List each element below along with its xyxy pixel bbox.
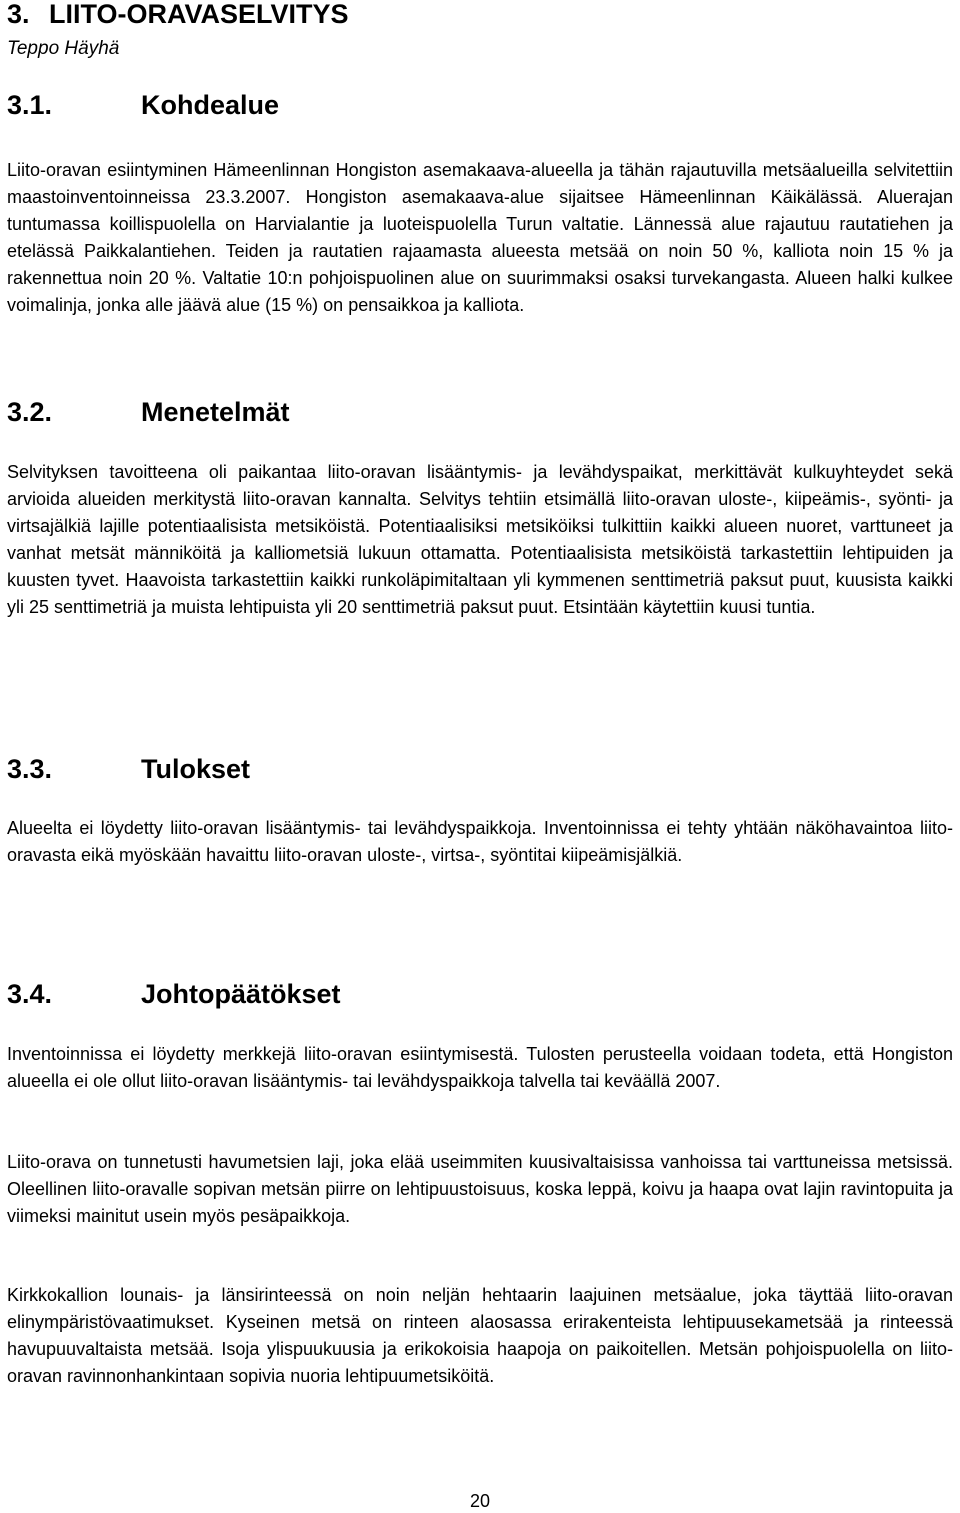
section-title: Johtopäätökset: [141, 979, 341, 1009]
section-heading-johtopaatokset: [7, 977, 341, 1011]
section-heading-kohdealue: [7, 88, 279, 122]
paragraph: Selvityksen tavoitteena oli paikantaa liito-oravan lisääntymis- ja levähdyspaikat, merkittävät kulkuyhteydet sekä arvioida alueiden merkitystä liito-oravan kannalta. Selvitys tehtiin etsimällä liito-oravan uloste-, kiipeämis-, syönti- ja virtsajälkiä lajille potentiaalisista metsiköistä. Potentiaalisiksi metsiköiksi tulkittiin kaikki alueen nuoret, varttuneet ja vanhat metsät männiköitä ja kalliometsiä lukuun ottamatta. Potentiaalisista metsiköistä tarkastettiin lehtipuiden ja kuusten tyvet. Haavoista tarkastettiin kaikki runkoläpimitaltaan yli kymmenen senttimetriä paksut puut, kuusista kaikki yli 25 senttimetriä ja muista lehtipuista yli 20 senttimetriä paksut puut. Etsintään käytettiin kuusi tuntia.: [7, 462, 953, 617]
section-title: Kohdealue: [141, 90, 280, 120]
paragraph: Inventoinnissa ei löydetty merkkejä liito-oravan esiintymisestä. Tulosten perusteella voidaan todeta, että Hongiston alueella ei ole ollut liito-oravan lisääntymis- tai levähdyspaikkoja talvella tai keväällä 2007.: [7, 1044, 953, 1091]
chapter-title-text: LIITO-ORAVASELVITYS: [49, 0, 349, 29]
paragraph: Liito-oravan esiintyminen Hämeenlinnan Hongiston asemakaava-alueella ja tähän rajautuvilla metsäalueilla selvitettiin maastoinventoinneissa 23.3.2007. Hongiston asemakaava-alue sijaitsee Hämeenlinnan Käikälässä. Aluerajan tuntumassa koillispuolella on Harvialantie ja luoteispuolella Turun valtatie. Lännessä alue rajautuu rautatiehen ja etelässä Paikkalantiehen. Teiden ja rautatien rajaamasta alueesta metsää on noin 50 %, kalliota noin 15 % ja rakennettua noin 20 %. Valtatie 10:n pohjoispuolinen alue on suurimmaksi osaksi turvekangasta. Alueen halki kulkee voimalinja, jonka alle jäävä alue (15 %) on pensaikkoa ja kalliota.: [7, 160, 953, 315]
section-title: Menetelmät: [141, 397, 290, 427]
chapter-number: 3.: [7, 0, 30, 29]
section-number: 3.1.: [7, 90, 53, 120]
page-number: 20: [469, 1491, 491, 1511]
section-heading-tulokset: [7, 752, 250, 786]
section-title: Tulokset: [141, 754, 251, 784]
section-number: 3.4.: [7, 979, 53, 1009]
paragraph: Liito-orava on tunnetusti havumetsien laji, joka elää useimmiten kuusivaltaisissa vanhoissa tai varttuneissa metsissä. Oleellinen liito-oravalle sopivan metsän piirre on lehtipuustoisuus, koska leppä, koivu ja haapa ovat lajin ravintopuita ja viimeksi mainitut usein myös pesäpaikkoja.: [7, 1152, 953, 1226]
paragraph: Kirkkokallion lounais- ja länsirinteessä on noin neljän hehtaarin laajuinen metsäalue, joka täyttää liito-oravan elinympäristövaatimukset. Kyseinen metsä on rinteen alaosassa erirakenteista lehtipuusekametsää ja rinteessä havupuuvaltaista metsää. Isoja ylispuukuusia ja erikokoisia haapoja on paikoitellen. Metsän pohjoispuolella on liito-oravan ravinnonhankintaan sopivia nuoria lehtipuumetsiköitä.: [7, 1285, 953, 1386]
section-number: 3.2.: [7, 397, 53, 427]
section-number: 3.3.: [7, 754, 53, 784]
paragraph: Alueelta ei löydetty liito-oravan lisääntymis- tai levähdyspaikkoja. Inventoinnissa ei tehty yhtään näköhavaintoa liito-oravasta eikä myöskään havaittu liito-oravan uloste-, virtsa-, syöntitai kiipeämisjälkiä.: [7, 818, 953, 865]
chapter-title: [7, 0, 349, 31]
section-heading-menetelmat: [7, 395, 290, 429]
author-name: Teppo Häyhä: [7, 38, 120, 59]
